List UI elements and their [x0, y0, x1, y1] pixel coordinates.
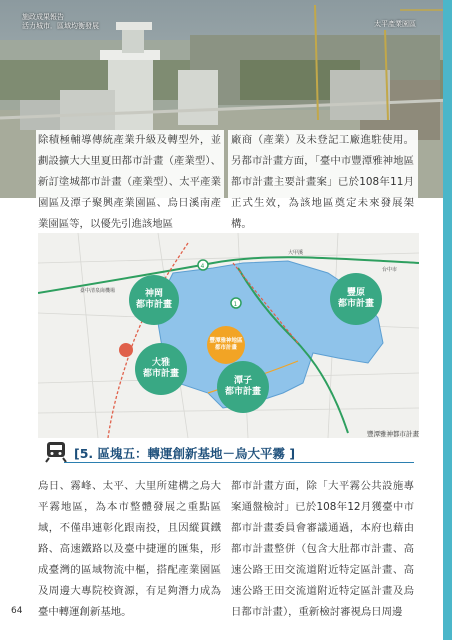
map-caption: 豐潭雅神都市計畫: [367, 430, 419, 438]
page-number: 64: [11, 606, 23, 616]
bubble-shengang: [129, 275, 179, 325]
header-line-2: 活力城市．區域均衡發展: [22, 22, 99, 30]
bubble-daya-line2: 都市計畫: [142, 369, 179, 379]
bubble-center-plan: [207, 326, 245, 364]
bubble-tanzi-line2: 都市計畫: [224, 387, 261, 397]
bubble-fengyuan-line2: 都市計畫: [337, 299, 374, 309]
section-rule: [64, 462, 414, 463]
planning-map: [38, 233, 419, 438]
section-heading: [44, 439, 414, 465]
bubble-daya-line1: 大雅: [151, 358, 170, 368]
bubble-fengyuan: [330, 273, 382, 325]
bubble-shengang-line1: 神岡: [144, 289, 163, 299]
header-line-1: 施政成果報告: [22, 13, 64, 21]
road-number-4: 4: [200, 263, 205, 270]
running-header: [22, 13, 99, 31]
airport-marker: [119, 343, 133, 357]
intro-right-text: 廠商（產業）及未登記工廠進駐使用。另都市計畫方面，「臺中市豐潭雅神地區都市計畫主要計畫案」已於108年11月正式生效，為該地區奠定未來發展架構。: [231, 134, 414, 230]
bubble-tanzi-line1: 潭子: [233, 376, 252, 386]
bubble-center-line2: 都市計畫: [214, 345, 237, 351]
map-label-city: 台中市: [382, 267, 398, 273]
bubble-fengyuan-line1: 豐原: [346, 288, 365, 298]
intro-left-text: 除積極輔導傳統產業升級及轉型外，並劃設擴大大里夏田都市計畫（產業型）、新訂塗城都市計畫（產業型）、太平產業園區及潭子聚興產業園區、烏日溪南產業園區等，以優先引進該地區: [38, 134, 221, 230]
road-number-1: 1: [233, 301, 238, 308]
side-accent-bar: [443, 0, 452, 640]
body-left-text: 烏日、霧峰、太平、大里所建構之烏大平霧地區，為本市整體發展之重點區域，不僅串連彰化跟南投，且因縱貫鐵路、高速鐵路以及臺中捷運的匯集，形成臺灣的區域物流中樞，搭配產業園區及周邊大專院校資源，有足夠潛力成為臺中轉運創新基地。: [38, 480, 221, 618]
section-title: [5. 區塊五：轉運創新基地－烏大平霧 ]: [74, 446, 296, 461]
bubble-daya: [135, 343, 187, 395]
bubble-tanzi: [217, 361, 269, 413]
map-label-airport: 臺中清泉崗機場: [80, 288, 116, 294]
map-label-river: 大甲溪: [288, 250, 304, 256]
bubble-center-line1: 豐潭雅神地區: [209, 338, 243, 344]
body-right-text: 都市計畫方面，除「大平霧公共設施專案通盤檢討」已於108年12月獲臺中市都市計畫委員會審議通過，本府也藉由都市計畫整併（包含大肚都市計畫、高速公路王田交流道附近特定區計畫、高速公路王田交流道附近特定區計畫及烏日都市計畫），重新檢討審視烏日周邊: [231, 480, 414, 618]
bubble-shengang-line2: 都市計畫: [135, 300, 172, 310]
photo-caption: 太平產業園區: [374, 20, 416, 28]
train-icon: [44, 441, 68, 463]
